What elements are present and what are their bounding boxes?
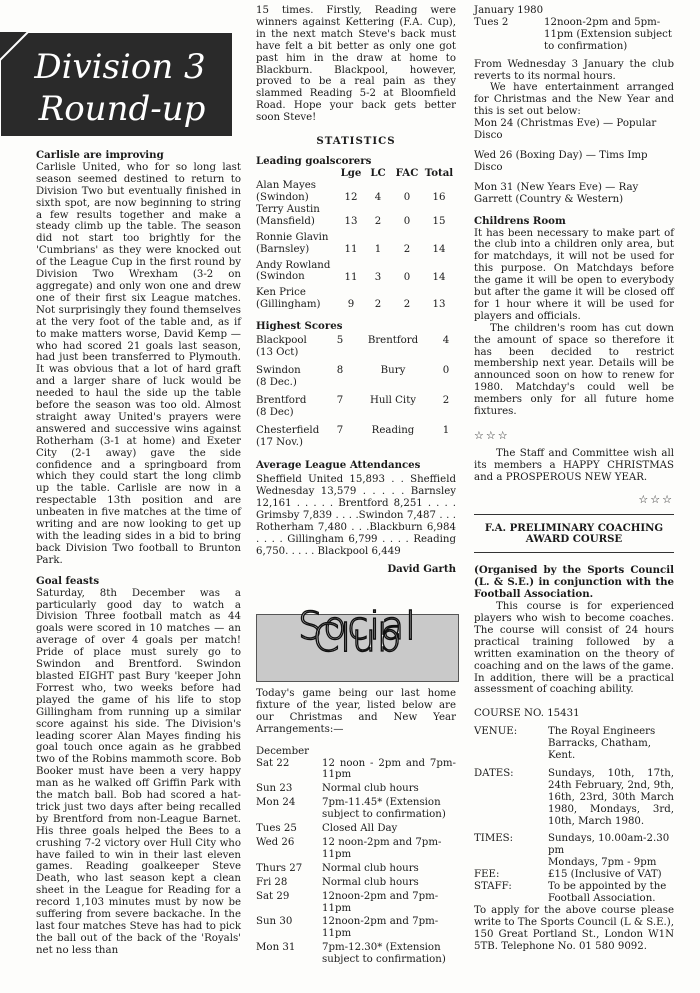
author-byline: David Garth (387, 562, 456, 575)
table-row (474, 17, 674, 55)
table-row (474, 768, 674, 834)
lc-cell: 3 (374, 271, 382, 283)
banner-line2: Round-up (38, 89, 206, 129)
scorers-heading: Leading goalscorers (256, 154, 372, 167)
fac-cell: 2 (403, 299, 411, 311)
scorers-header-row (256, 168, 456, 180)
schedule-day: Mon 24 (256, 797, 296, 809)
scorer-club: (Mansfield) (256, 215, 315, 227)
banner-frame (0, 32, 232, 136)
scorer-name: Ken Price (256, 287, 306, 299)
course-value: To be appointed by the Football Association. (548, 881, 667, 904)
schedule-day: Tues 2 (474, 16, 509, 28)
schedule-day: Sun 23 (256, 783, 293, 795)
january-heading: January 1980 (474, 5, 544, 16)
lge-cell: 9 (347, 299, 355, 311)
schedule-day: Tues 25 (256, 823, 297, 835)
schedule-day: Sat 22 (256, 757, 290, 769)
schedule-day: Sun 30 (256, 916, 293, 928)
fac-cell: 0 (403, 271, 411, 283)
schedule-text: Normal club hours (322, 862, 419, 874)
article-continuation: 15 times. Firstly, Reading were winners against Kettering (F.A. Cup), in the next match Steve's back must have felt a bit better as only one got past him in the draw at home to Blackburn. Blackpool, however, proved to be a real pain as they slammed Reading 5-2 at Bloomfield Road. Hope your back gets better soon Steve! (256, 5, 456, 124)
scorer-name: Alan Mayes (256, 179, 317, 191)
lge-cell: 13 (344, 215, 358, 227)
total-cell: 14 (432, 243, 446, 255)
away-team: Hull City (369, 394, 417, 406)
fac-cell: 0 (403, 191, 411, 203)
col-header: Total (424, 166, 454, 179)
course-key: TIMES: (474, 833, 514, 845)
december-schedule (256, 758, 456, 969)
carlisle-article: Carlisle United, who for so long last season seemed destined to return to Division Two but eventually finished in sixth spot, are now beginning to string a few results together and make a steady climb up the table. The season did not start too brightly for the 'Cumbrians' as they were knocked out of the League Cup in the first round by Division Two Wrexham (3-2 on aggregate) and only won one and drew one of their first six League matches. Not surprisingly they found themselves at the very foot of the table and, as if to make matters worse, David Kemp — who had scored 21 goals last season, had just been transferred to Plymouth. It was obvious that a lot of hard graft and a larger share of luck would be needed to haul the side up the table before the season was too old. Almost straight away United's prayers were answered and successive wins against Rotherham (3-1 at home) and Exeter City (2-1 away) gave the side confidence and a springboard from which they could start the long climb up the table. Carlisle are now in a respectable 13th position and are unbeaten in five matches at the time of writing and are now looking to get up with the leading sides in a bid to bring back Division Two football to Brunton Park. (36, 161, 241, 566)
course-value: Mondays, 7pm - 9pm (548, 857, 657, 869)
course-details (474, 726, 674, 905)
table-row (256, 389, 456, 419)
scorer-name: Terry Austin (256, 203, 320, 215)
christmas-message: The Staff and Committee wish all its members a HAPPY CHRISTMAS and a PROSPEROUS NEW YEAR. (474, 447, 674, 483)
lge-cell: 12 (344, 191, 358, 203)
table-row (256, 877, 456, 891)
social-club-title: Social Club (298, 604, 417, 660)
schedule-day: Sat 29 (256, 890, 290, 902)
lc-cell: 1 (374, 243, 382, 255)
highest-scores-heading: Highest Scores (256, 320, 343, 333)
scorer-club: (Gillingham) (256, 299, 321, 311)
carlisle-heading: Carlisle are improving (36, 149, 164, 161)
schedule-text: Closed All Day (322, 823, 398, 835)
table-row (256, 283, 456, 311)
table-row (256, 916, 456, 942)
course-key: STAFF: (474, 881, 512, 893)
table-row (256, 891, 456, 917)
home-score: 7 (336, 424, 344, 436)
away-score: 1 (442, 424, 450, 436)
total-cell: 16 (432, 191, 446, 203)
home-team: Chesterfield (256, 424, 320, 436)
total-cell: 14 (432, 271, 446, 283)
table-row (256, 823, 456, 837)
banner-line1: Division 3 (34, 47, 206, 87)
scores-table (256, 335, 456, 448)
table-row (474, 857, 674, 869)
away-team: Bury (380, 365, 406, 377)
social-club-section (256, 688, 456, 968)
schedule-text: Normal club hours (322, 876, 419, 888)
divider (474, 514, 674, 515)
table-row (256, 256, 456, 284)
match-date: (13 Oct) (256, 347, 299, 359)
division-3-banner (0, 32, 232, 136)
table-row (256, 419, 456, 449)
course-value: The Royal Engineers Barracks, Chatham, Kent. (548, 726, 656, 762)
col-header: Lge (340, 166, 362, 179)
match-date: (8 Dec.) (256, 376, 297, 388)
course-value: Sundays, 10th, 17th, 24th February, 2nd, 9th, 16th, 23rd, 30th March 1980, Mondays, 3rd, 10th, March 1980. (548, 767, 674, 827)
home-score: 8 (336, 365, 344, 377)
column-3 (474, 5, 674, 953)
statistics-heading: STATISTICS (316, 135, 396, 148)
col-header: LC (370, 166, 386, 179)
schedule-day: Thurs 27 (256, 862, 303, 874)
course-value: Sundays, 10.00am-2.30 pm (548, 833, 670, 857)
match-date: (8 Dec) (256, 406, 294, 418)
goal-feasts-heading: Goal feasts (36, 574, 100, 587)
scorer-club: (Barnsley) (256, 243, 310, 255)
column-2 (256, 5, 456, 576)
january-schedule (474, 17, 674, 55)
schedule-text: 12noon-2pm and 7pm-11pm (322, 890, 439, 914)
fa-organiser: (Organised by the Sports Council (L. & S.E.) in conjunction with the Football Association. (474, 564, 674, 601)
table-row (256, 228, 456, 256)
scorer-club: (Swindon (256, 271, 305, 283)
table-row (256, 783, 456, 797)
childrens-room-text: It has been necessary to make part of the club into a children only area, but for matchdays, it will not be used for this purpose. On Matchdays before the game it will be open to everybody but after the game it will be closed off for 1 hour where it will be used for players and officials. (474, 227, 674, 322)
schedule-text: 7pm-11.45* (Extension subject to confirmation) (322, 797, 446, 821)
scorer-club: (Swindon) (256, 191, 309, 203)
away-team: Brentford (367, 335, 419, 347)
fa-course-description: This course is for experienced players who wish to become coaches. The course will consist of 24 hours practical training followed by a written examination on the theory of coaching and on the laws of the game. In addition, there will be a practical assessment of coaching ability. (474, 601, 674, 696)
scorers-table (256, 168, 456, 311)
social-club-banner (256, 604, 459, 682)
course-key: DATES: (474, 767, 514, 779)
stars-decoration: ☆☆☆ (474, 429, 510, 442)
schedule-day: Mon 31 (256, 942, 296, 954)
total-cell: 13 (432, 299, 446, 311)
schedule-text: Normal club hours (322, 783, 419, 795)
scorer-name: Andy Rowland (256, 259, 331, 271)
attendances-heading: Average League Attendances (256, 459, 421, 472)
home-team: Brentford (256, 394, 307, 406)
table-row (474, 881, 674, 905)
away-score: 4 (442, 335, 450, 347)
month-heading: December (256, 745, 310, 757)
table-row (256, 180, 456, 204)
lge-cell: 11 (344, 271, 358, 283)
entertainment-item: Mon 24 (Christmas Eve) — Popular Disco (474, 118, 657, 142)
schedule-text: 12noon-2pm and 7pm-11pm (322, 916, 439, 940)
social-intro: Today's game being our last home fixture of the year, listed below are our Christmas and New Year Arrangements:— (256, 688, 456, 735)
childrens-room-heading: Childrens Room (474, 214, 566, 227)
table-row (256, 942, 456, 968)
table-row (256, 837, 456, 863)
away-score: 0 (442, 365, 450, 377)
lge-cell: 11 (344, 243, 358, 255)
entertainment-intro: We have entertainment arranged for Christmas and the New Year and this is set out below: (474, 82, 674, 118)
column-1 (36, 150, 241, 957)
table-row (474, 726, 674, 768)
table-row (256, 359, 456, 389)
stars-decoration: ☆☆☆ (638, 492, 674, 506)
home-score: 7 (336, 394, 344, 406)
scorer-name: Ronnie Glavin (256, 231, 329, 243)
attendances-list: Sheffield United 15,893 . . Sheffield Wednesday 13,579 . . . . . Barnsley 12,161 . . . . . Brentford 8,251 . . . . Grimsby 7,839 . . . .Swindon 7,487 . . . Rotherham 7,480 . . .Blackburn 6,984 . . . . Gillingham 6,799 . . . . Reading 6,750. . . . . Blackpool 6,449 (256, 474, 456, 557)
home-team: Blackpool (256, 335, 307, 347)
divider (474, 552, 674, 553)
schedule-text: 12noon-2pm and 5pm-11pm (Extension subject to confirmation) (544, 16, 672, 52)
lc-cell: 4 (374, 191, 382, 203)
entertainment-item: Wed 26 (Boxing Day) — Tims Imp Disco (474, 149, 648, 173)
goal-feasts-article: Saturday, 8th December was a particularly good day to watch a Division Three football match as 44 goals were scored in 10 matches — an average of over 4 goals per match! Pride of place must surely go to Swindon and Brentford. Swindon blasted EIGHT past Bury 'keeper John Forrest who, two weeks before had played the game of his life to stop Gillingham from running up a similar score against his side. The Division's leading scorer Alan Mayes finding his goal touch once again as he grabbed two of the Robins mammoth score. Bob Booker must have been a very happy man as he walked off Griffin Park with the match ball. Bob had scored a hat-trick just two days after being recalled by Brentford from non-League Barnet. His three goals helped the Bees to a crushing 7-2 victory over Hull City who have failed to win in their last eleven games. Reading goalkeeper Steve Death, who last season kept a clean sheet in the League for Reading for a record 1,103 minutes must by now be suffering from severe backache. In the last four matches Steve has had to pick the ball out of the back of the 'Royals' net no less than (36, 587, 241, 956)
table-row (256, 863, 456, 877)
away-score: 2 (442, 394, 450, 406)
table-row (474, 833, 674, 857)
lc-cell: 2 (374, 299, 382, 311)
table-row (256, 797, 456, 823)
away-team: Reading (371, 424, 415, 436)
schedule-text: 12 noon-2pm and 7pm-11pm (322, 836, 442, 860)
course-key (474, 857, 548, 869)
home-score: 5 (336, 335, 344, 347)
table-row (256, 335, 456, 359)
schedule-text: 12 noon - 2pm and 7pm-11pm (322, 757, 456, 781)
fa-course-heading: F.A. PRELIMINARY COACHING AWARD COURSE (484, 521, 664, 546)
fac-cell: 0 (403, 215, 411, 227)
table-row (474, 869, 674, 881)
course-key: FEE: (474, 869, 500, 881)
schedule-day: Fri 28 (256, 876, 288, 888)
schedule-day: Wed 26 (256, 836, 295, 848)
childrens-room-text-2: The children's room has cut down the amount of space so therefore it has been decided to restrict membership next year. Details will be announced soon on how to renew for 1980. Matchday's could well be members only for all future home fixtures. (474, 322, 674, 418)
course-key: VENUE: (474, 726, 518, 738)
match-date: (17 Nov.) (256, 436, 303, 448)
table-row (256, 758, 456, 784)
total-cell: 15 (432, 215, 446, 227)
course-number: COURSE NO. 15431 (474, 708, 580, 720)
course-value: £15 (Inclusive of VAT) (548, 869, 662, 881)
lc-cell: 2 (374, 215, 382, 227)
entertainment-item: Mon 31 (New Years Eve) — Ray Garrett (Country & Western) (474, 181, 639, 205)
fac-cell: 2 (403, 243, 411, 255)
col-header: FAC (395, 166, 419, 179)
table-row (256, 204, 456, 228)
apply-instructions: To apply for the above course please write to The Sports Council (L & S.E.), 150 Great Portland St., London W1N 5TB. Telephone No. 01 580 9092. (474, 904, 674, 952)
home-team: Swindon (256, 365, 301, 377)
normal-hours-note: From Wednesday 3 January the club reverts to its normal hours. (474, 58, 674, 82)
schedule-text: 7pm-12.30* (Extension subject to confirmation) (322, 942, 446, 966)
